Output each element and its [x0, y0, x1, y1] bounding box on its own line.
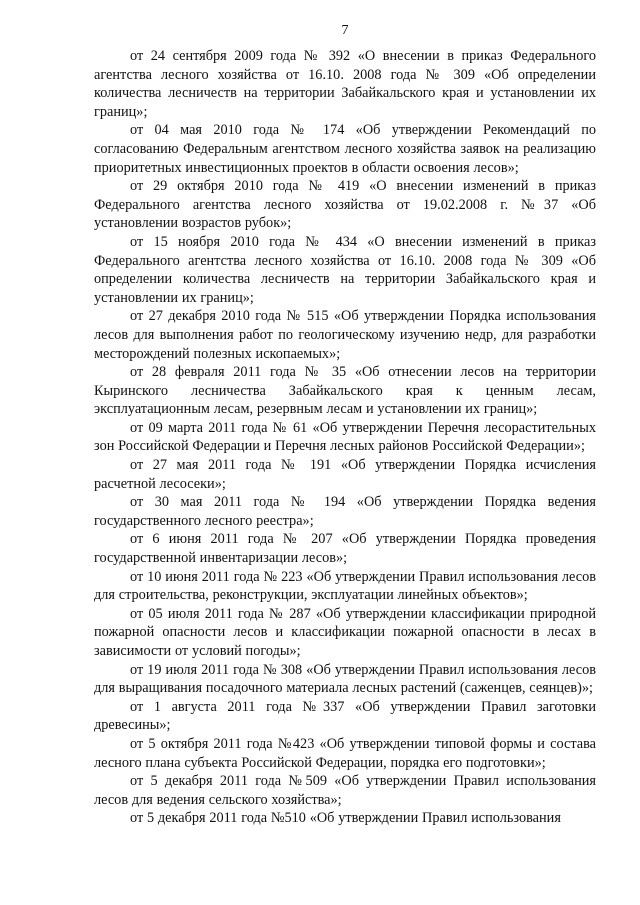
order-list-item: от 6 июня 2011 года № 207 «Об утверждении Порядка проведения государственной инвентаризации лесов»;	[94, 531, 596, 567]
order-list-item: от 5 декабря 2011 года №509 «Об утверждении Правил использования лесов для ведения сельского хозяйства»;	[94, 773, 596, 808]
order-list-item: от 04 мая 2010 года № 174 «Об утверждении Рекомендаций по согласованию Федеральным агентством лесного хозяйства заявок на реализацию приоритетных инвестиционных проектов в области освоения лесов»;	[94, 122, 596, 176]
order-list-item: от 05 июля 2011 года № 287 «Об утверждении классификации природной пожарной опасности лесов и классификации пожарной опасности в лесах в зависимости от условий погоды»;	[94, 605, 596, 659]
order-list-item: от 15 ноября 2010 года № 434 «О внесении изменений в приказ Федерального агентства лесного хозяйства от 16.10. 2008 года № 309 «Об определении количества лесничеств на территории Забайкальского края и установлении их границ»;	[94, 233, 596, 306]
order-list-item: от 29 октября 2010 года № 419 «О внесении изменений в приказ Федерального агентства лесного хозяйства от 19.02.2008 г. №37 «Об установлении возрастов рубок»;	[94, 178, 596, 232]
document-body	[94, 47, 596, 828]
order-list-item: от 09 марта 2011 года № 61 «Об утверждении Перечня лесорастительных зон Российской Федерации и Перечня лесных районов Российской Федерации»;	[94, 419, 596, 455]
order-list-item: от 5 декабря 2011 года №510 «Об утверждении Правил использования	[130, 810, 561, 827]
order-list-item: от 27 декабря 2010 года № 515 «Об утверждении Порядка использования лесов для выполнения работ по геологическому изучению недр, для разработки месторождений полезных ископаемых»;	[94, 308, 596, 362]
order-list-item: от 28 февраля 2011 года № 35 «Об отнесении лесов на территории Кыринского лесничества Забайкальского края к ценным лесам, эксплуатационным лесам, резервным лесам и установлении их границ»;	[94, 364, 596, 418]
order-list-item: от 1 августа 2011 года №337 «Об утверждении Правил заготовки древесины»;	[94, 698, 596, 734]
page-number: 7	[341, 23, 349, 38]
order-list-item: от 5 октября 2011 года №423 «Об утверждении типовой формы и состава лесного плана субъекта Российской Федерации, порядка его подготовки»;	[94, 735, 596, 771]
order-list-item: от 10 июня 2011 года № 223 «Об утверждении Правил использования лесов для строительства, реконструкции, эксплуатации линейных объектов»;	[94, 568, 596, 604]
order-list-item: от 19 июля 2011 года № 308 «Об утверждении Правил использования лесов для выращивания посадочного материала лесных растений (саженцев, сеянцев)»;	[94, 661, 596, 697]
order-list-item: от 24 сентября 2009 года № 392 «О внесении в приказ Федерального агентства лесного хозяйства от 16.10. 2008 года № 309 «Об определении количества лесничеств на территории Забайкальского края и установлении их границ»;	[94, 48, 596, 120]
order-list-item: от 27 мая 2011 года № 191 «Об утверждении Порядка исчисления расчетной лесосеки»;	[94, 457, 596, 492]
order-list-item: от 30 мая 2011 года № 194 «Об утверждении Порядка ведения государственного лесного реестра»;	[94, 494, 596, 529]
